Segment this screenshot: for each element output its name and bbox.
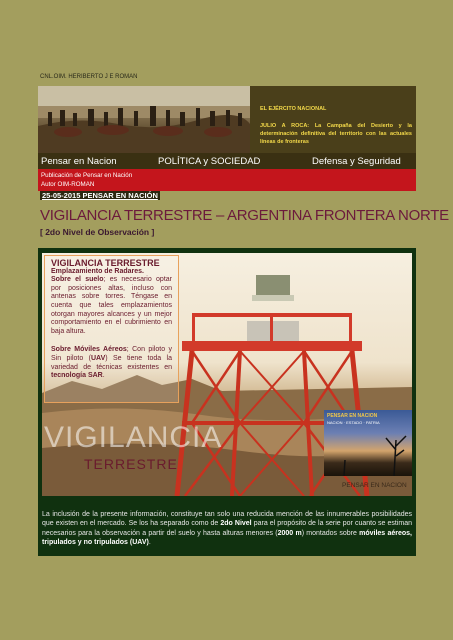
header-teaser-body: JULIO A ROCA: La Campaña del Desierto y la determinación definitiva del territorio con las actuales líneas de fronteras <box>260 123 412 145</box>
nav-item-politica-sociedad[interactable]: POLÍTICA y SOCIEDAD <box>158 155 261 167</box>
body-t2: para el propósito de la serie por cuanto se estiman necesarios para la observación a partir del suelo y hasta alturas menores ( <box>42 520 412 537</box>
thumbnail-title: PENSAR EN NACION <box>327 413 378 419</box>
body-b1: 2do Nivel <box>220 520 252 528</box>
poster-title: VIGILANCIA TERRESTRE <box>51 258 160 268</box>
header-banner <box>38 86 416 153</box>
poster-p1-bold: Sobre el suelo <box>51 276 104 284</box>
poster-image <box>42 253 412 496</box>
poster-p2-bold3: tecnología SAR <box>51 372 103 380</box>
cavalry-painting-image <box>38 86 250 153</box>
header-article-teaser <box>256 86 416 153</box>
pensar-en-nacion-thumbnail <box>324 410 412 476</box>
poster-paragraph-1 <box>51 276 172 336</box>
tree-silhouette-icon <box>324 410 412 476</box>
poster-caption: PENSAR EN NACION <box>342 482 407 489</box>
date-line: 25-05-2015 PENSAR EN NACIÓN <box>42 191 158 200</box>
poster-p2-end: . <box>102 372 105 380</box>
poster-paragraph-2 <box>51 346 172 380</box>
poster-p2-bold1: Sobre Móviles Aéreos <box>51 346 127 354</box>
body-t1: La inclusión de la presente información, constituye tan solo una reducida mención de las innumerables posibilidades que existen en el mercado. Se los ha separado como de <box>42 511 412 528</box>
poster-subtitle: Emplazamiento de Radares. <box>51 267 144 275</box>
body-t4: . <box>148 539 151 547</box>
poster-p2-mid: ; Con piloto y Sin piloto ( <box>51 346 172 362</box>
publication-band <box>38 169 416 191</box>
thumbnail-subtitle: NACION · ESTADO · PATRIA <box>327 420 380 425</box>
page-subtitle: [ 2do Nivel de Observación ] <box>40 227 155 237</box>
poster-big-word: VIGILANCIA <box>44 421 223 454</box>
header-painting <box>38 86 250 153</box>
body-paragraph <box>42 510 412 548</box>
body-t3: ) montados sobre <box>301 529 360 537</box>
publication-line: Publicación de Pensar en Nación <box>41 172 133 179</box>
poster-p2-bold2: UAV <box>90 354 106 362</box>
poster-p2-rest: ) Se tiene toda la variedad de técnicas existentes en <box>51 354 172 371</box>
poster-text-box <box>44 255 179 403</box>
nav-item-pensar-en-nacion[interactable]: Pensar en Nacion <box>41 155 117 167</box>
nav-bar <box>38 153 416 169</box>
poster-small-word: TERRESTRE <box>84 456 178 472</box>
body-b3: móviles aéreos, tripulados y no tripulados (UAV) <box>42 529 412 547</box>
nav-item-defensa-seguridad[interactable]: Defensa y Seguridad <box>312 155 401 167</box>
page-title: VIGILANCIA TERRESTRE – ARGENTINA FRONTERA NORTE <box>40 207 449 224</box>
body-b2: 2000 m <box>277 529 302 537</box>
author-line: Autor OIM-ROMAN <box>41 181 95 188</box>
poster-p1-text: ; es necesario optar por posiciones altas, incluso con antenas sobre torres. Téngase en cuenta que tales emplazamientos otorgan mayores alcances y un mejor comportamiento en el cubrimiento en baja altura. <box>51 276 172 335</box>
top-author: CNL.OIM. HERIBERTO J E ROMAN <box>40 74 138 80</box>
header-teaser-title: EL EJÉRCITO NACIONAL <box>260 106 327 112</box>
content-panel <box>38 248 416 556</box>
